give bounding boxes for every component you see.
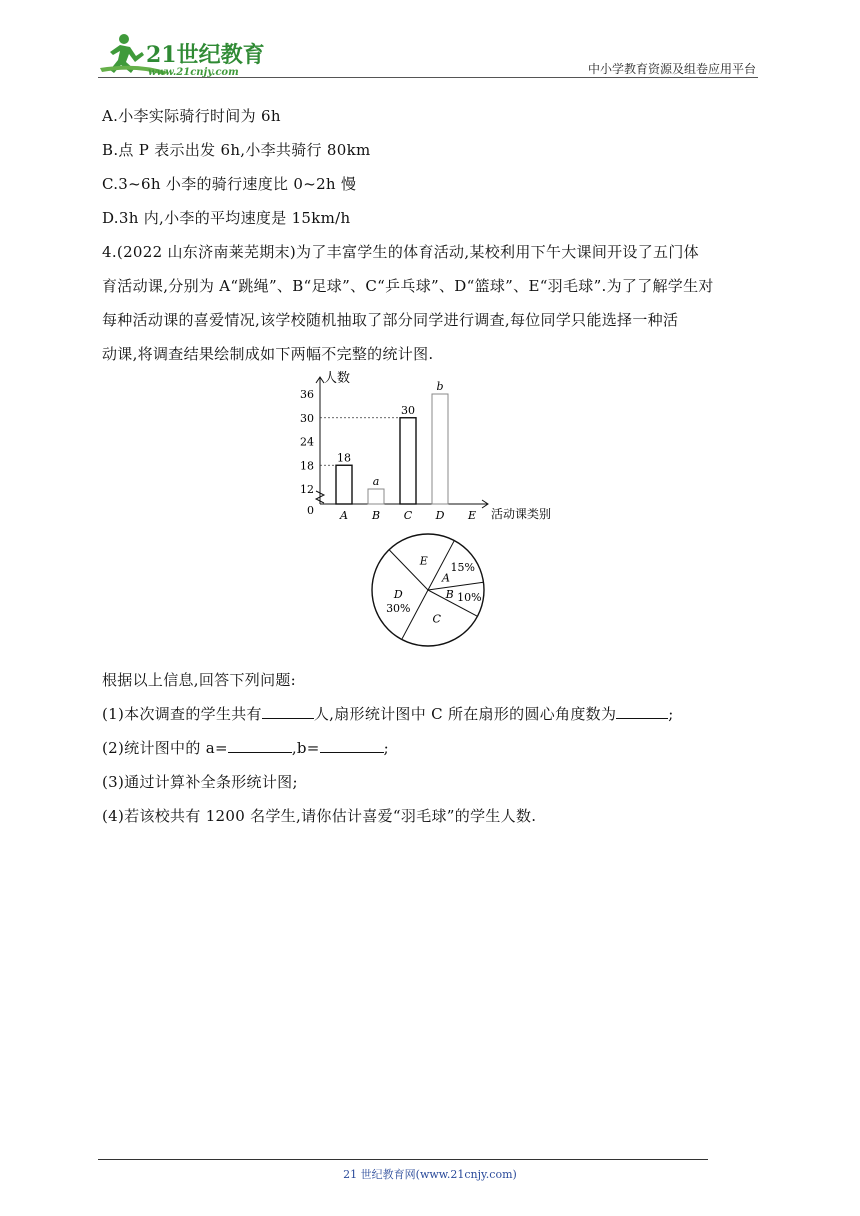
bar-chart <box>300 370 551 522</box>
x-tick-label: B <box>371 509 381 522</box>
y-tick-label: 18 <box>300 459 314 473</box>
bar-A <box>336 465 352 504</box>
bar-B <box>368 489 384 504</box>
pie-slice-label-C: C <box>432 612 441 626</box>
pie-chart <box>372 534 484 646</box>
question-4-line-3: 每种活动课的喜爱情况,该学校随机抽取了部分同学进行调查,每位同学只能选择一种活 <box>102 311 679 329</box>
question-2-part-1: (2)统计图中的 a= <box>102 739 228 757</box>
x-tick-label: C <box>403 509 413 522</box>
option-c: C.3~6h 小李的骑行速度比 0~2h 慢 <box>102 175 357 193</box>
bar-label-B: a <box>372 475 380 488</box>
bar-label-C: 30 <box>401 403 415 417</box>
pie-slice-label-E: E <box>419 554 428 568</box>
answer-blank-b[interactable] <box>320 738 384 753</box>
answer-blank-total[interactable] <box>262 704 314 719</box>
bar-C <box>400 418 416 504</box>
y-tick-label: 12 <box>300 483 314 496</box>
axis-break <box>316 491 324 503</box>
pie-slice-percent-A: 15% <box>450 561 475 575</box>
footer-text: 21 世纪教育网(www.21cnjy.com) <box>343 1168 517 1181</box>
platform-name: 中小学教育资源及组卷应用平台 <box>587 62 756 76</box>
question-1 <box>102 704 674 724</box>
question-4-line-4: 动课,将调查结果绘制成如下两幅不完整的统计图. <box>102 345 434 363</box>
footer-divider <box>98 1159 708 1160</box>
question-2-part-2: ,b= <box>291 739 320 757</box>
question-2-part-3: ; <box>383 739 390 757</box>
question-1-part-2: 人,扇形统计图中 C 所在扇形的圆心角度数为 <box>313 705 617 723</box>
figure <box>290 367 580 661</box>
answer-blank-angle[interactable] <box>616 704 668 719</box>
option-b: B.点 P 表示出发 6h,小李共骑行 80km <box>102 141 371 159</box>
question-1-part-1: (1)本次调查的学生共有 <box>102 705 262 723</box>
question-2 <box>102 738 389 758</box>
y-tick-label: 0 <box>307 504 314 517</box>
logo <box>98 32 268 78</box>
question-3: (3)通过计算补全条形统计图; <box>102 773 298 791</box>
pie-slice-label-D: D <box>393 588 403 602</box>
option-d: D.3h 内,小李的平均速度是 15km/h <box>102 209 351 227</box>
question-1-part-3: ; <box>668 705 674 723</box>
bar-label-D: b <box>436 380 444 393</box>
y-tick-label: 36 <box>300 388 314 401</box>
logo-url: www.21cnjy.com <box>148 67 239 78</box>
questions-intro: 根据以上信息,回答下列问题: <box>102 671 297 689</box>
pie-slice-percent-D: 30% <box>386 602 411 616</box>
header-divider <box>98 77 758 78</box>
question-4-line-2: 育活动课,分别为 A“跳绳”、B“足球”、C“乒乓球”、D“篮球”、E“羽毛球”.为了了解学生对 <box>102 277 714 295</box>
y-tick-label: 30 <box>300 411 314 425</box>
option-a: A.小李实际骑行时间为 6h <box>102 107 281 125</box>
pie-slice-label-A: A <box>442 571 450 585</box>
pie-slice-percent-B: 10% <box>457 590 482 604</box>
bar-label-A: 18 <box>337 451 351 465</box>
question-4-line-1: 4.(2022 山东济南莱芜期末)为了丰富学生的体育活动,某校利用下午大课间开设了五门体 <box>102 243 699 261</box>
bar-D <box>432 394 448 504</box>
y-axis-label: 人数 <box>324 371 351 386</box>
answer-blank-a[interactable] <box>228 738 292 753</box>
x-tick-label: E <box>467 509 477 522</box>
logo-text: 21世纪教育 <box>146 42 265 68</box>
statistics-figure <box>290 367 580 657</box>
x-tick-label: A <box>340 509 348 522</box>
page-header <box>98 30 756 78</box>
y-tick-label: 24 <box>300 435 314 449</box>
pie-slice-label-B: B <box>445 587 454 601</box>
x-axis-label: 活动课类别 <box>491 507 552 521</box>
x-tick-label: D <box>435 509 445 522</box>
question-4: (4)若该校共有 1200 名学生,请你估计喜爱“羽毛球”的学生人数. <box>102 807 537 825</box>
